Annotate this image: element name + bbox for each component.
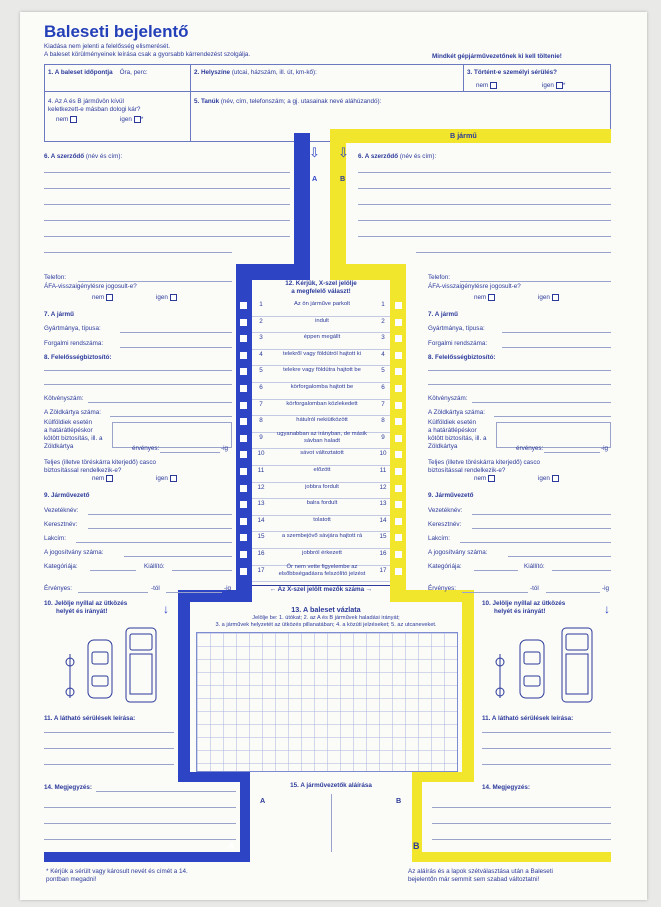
left-s11: 11. A látható sérülések leírása: (44, 715, 136, 722)
item-number-a: 7 (259, 400, 263, 408)
checkbox-b-1[interactable] (395, 302, 402, 309)
checkbox-b-14[interactable] (395, 518, 402, 525)
circumstance-item: sávot változtatott (300, 450, 344, 457)
item-number-a: 12 (257, 483, 265, 491)
item-number-a: 1 (259, 301, 263, 308)
right-afa-yes[interactable]: igen (538, 294, 559, 302)
left-ervenyes2: Érvényes: (44, 585, 72, 592)
left-lakcim: Lakcím: (44, 535, 67, 542)
item-number-a: 8 (259, 417, 263, 425)
item-number-a: 17 (257, 566, 265, 574)
right-afa-no[interactable]: nem (474, 294, 495, 302)
item-number-b: 6 (381, 384, 385, 391)
right-jogositvany: A jogosítvány száma: (428, 549, 488, 556)
both-drivers-note: Mindkét gépjárművezetőnek ki kell töltenie! (432, 53, 562, 60)
circumstance-item: előzött (313, 467, 331, 473)
circumstance-item: Az ön járműve parkolt (293, 301, 351, 307)
checkbox[interactable] (70, 116, 77, 123)
checkbox-b-10[interactable] (395, 451, 402, 458)
item-number-a: 3 (259, 334, 263, 342)
row-separator (252, 349, 390, 350)
checkbox-b-9[interactable] (395, 435, 402, 442)
right-afa: ÁFA-visszaigénylésre jogosult-e? (428, 283, 521, 290)
item-number-b: 3 (381, 334, 385, 342)
vehicle-diagram-a[interactable] (62, 626, 172, 708)
checkbox-a-14[interactable] (240, 518, 247, 525)
right-s7: 7. A jármű (428, 311, 458, 318)
circumstance-item: ugyanabban az irányban, de másik sávban haladt (277, 430, 367, 444)
checkbox-a-13[interactable] (240, 501, 247, 508)
item-number-a: 14 (257, 516, 265, 524)
right-footnote: Az aláírás és a lapok szétválasztása után a Baleseti bejelentőn már semmit sem szabad változtatni! (408, 868, 553, 883)
item-number-a: 10 (257, 450, 265, 458)
item-number-a: 13 (257, 500, 265, 508)
field-2[interactable]: 2. Helyszíne (utcai, házszám, ill. út, km-kő): (194, 69, 317, 76)
circumstance-item: indult (315, 317, 329, 324)
checkbox-b-13[interactable] (395, 501, 402, 508)
item-number-a: 4 (259, 350, 263, 358)
circumstance-item: Őr nem vette figyelembe az elsőbbségadásra felszólító jelzést (278, 563, 366, 577)
label-b-bottom: B (413, 841, 420, 851)
checkbox-a-11[interactable] (240, 468, 247, 475)
right-casco-yes[interactable]: igen (538, 475, 559, 483)
field-3: 3. Történt-e személyi sérülés? (467, 69, 557, 76)
row-separator (252, 548, 390, 549)
checkbox-b-11[interactable] (395, 468, 402, 475)
sketch-grid[interactable] (196, 632, 458, 772)
row-separator (252, 399, 390, 400)
item-number-b: 7 (381, 400, 385, 408)
row-separator (252, 531, 390, 532)
injury-yes[interactable]: igen * (542, 82, 566, 90)
checkbox-a-3[interactable] (240, 335, 247, 342)
right-kulfoldiek: Külföldiek esetén a határátlépéskor kötött biztosítás, ill. a Zöldkártya (428, 419, 487, 450)
damage-yes[interactable]: igen * (120, 116, 144, 124)
damage-no[interactable]: nem (56, 116, 77, 124)
checkbox-b-5[interactable] (395, 368, 402, 375)
right-kotveny: Kötvényszám: (428, 395, 468, 402)
circumstance-item: tolatott (313, 516, 331, 523)
left-kiallito: Kiállító: (144, 563, 165, 570)
item-number-b: 2 (381, 317, 385, 325)
row-separator (252, 581, 390, 582)
item-number-a: 6 (259, 384, 263, 391)
checkbox-b-15[interactable] (395, 534, 402, 541)
checkbox[interactable] (106, 475, 113, 482)
right-s11: 11. A látható sérülések leírása: (482, 715, 574, 722)
vehicle-diagram-b[interactable] (490, 626, 610, 708)
checkbox-b-3[interactable] (395, 335, 402, 342)
band-a-lower (178, 590, 190, 778)
item-number-a: 5 (259, 367, 263, 375)
circumstance-item: balra fordult (306, 500, 338, 507)
right-s6[interactable]: 6. A szerződő (név és cím): (358, 153, 437, 160)
checkbox[interactable] (552, 475, 559, 482)
row-separator (252, 515, 390, 516)
vehicle-b-header: B jármű (450, 131, 477, 140)
right-ervenyes2: Érvényes: (428, 585, 456, 592)
signature-a-label: A (260, 796, 266, 805)
checkbox-b-16[interactable] (395, 551, 402, 558)
right-forgalmi: Forgalmi rendszáma: (428, 340, 488, 347)
right-s10: 10. Jelölje nyíllal az ütközés helyét és irányát! (482, 600, 566, 615)
item-number-b: 5 (381, 367, 385, 375)
right-s8: 8. Felelősségbiztosító: (428, 354, 496, 361)
right-kiallito: Kiállító: (524, 563, 545, 570)
item-number-a: 11 (257, 467, 265, 474)
row-separator (252, 415, 390, 416)
item-number-b: 1 (381, 301, 385, 308)
checkbox-b-4[interactable] (395, 352, 402, 359)
item-number-a: 9 (259, 433, 263, 441)
left-vezeteknev: Vezetéknév: (44, 507, 79, 514)
left-s6[interactable]: 6. A szerződő (név és cím): (44, 153, 123, 160)
checkbox-a-7[interactable] (240, 402, 247, 409)
item-number-b: 11 (379, 467, 387, 474)
left-kategoriaja: Kategóriája: (44, 563, 78, 570)
left-afa-no[interactable]: nem (92, 294, 113, 302)
row-separator (252, 316, 390, 317)
item-number-b: 12 (379, 483, 387, 491)
checkbox[interactable] (170, 294, 177, 301)
right-vezeteknev: Vezetéknév: (428, 507, 463, 514)
row-separator (252, 465, 390, 466)
checkbox-b-7[interactable] (395, 402, 402, 409)
accident-report-form (20, 12, 647, 900)
left-s7: 7. A jármű (44, 311, 74, 318)
checkbox-a-10[interactable] (240, 451, 247, 458)
item-number-b: 13 (379, 500, 387, 508)
left-ig: -ig (221, 445, 228, 452)
left-gyartmanya: Gyártmánya, típusa: (44, 325, 101, 332)
left-afa-yes[interactable]: igen (156, 294, 177, 302)
row-separator (252, 332, 390, 333)
label-b: B (340, 174, 346, 183)
form-subtitle-2: A baleset körülményeinek leírása csak a gyorsabb kárrendezést szolgálja. (44, 51, 251, 58)
label-a: A (312, 174, 318, 183)
checkbox-a-8[interactable] (240, 418, 247, 425)
checkbox-a-5[interactable] (240, 368, 247, 375)
band-b-base (412, 852, 611, 862)
label-a-bottom: A (228, 841, 235, 851)
form-subtitle-1: Kiadása nem jelenti a felelősség elismerését. (44, 43, 171, 50)
signature-a-field[interactable] (256, 808, 326, 848)
circumstances-title: 12. Kérjük, X-szel jelölje a megfelelő választ! (285, 280, 357, 295)
band-b-middle (390, 264, 406, 600)
arrow-down-a-icon: ⇩ (309, 145, 320, 160)
checkbox[interactable] (170, 475, 177, 482)
item-number-a: 16 (257, 550, 265, 557)
left-afa: ÁFA-visszaigénylésre jogosult-e? (44, 283, 137, 290)
item-number-b: 8 (381, 417, 385, 425)
right-gyartmanya: Gyártmánya, típusa: (428, 325, 485, 332)
item-number-b: 9 (381, 433, 385, 441)
signature-b-field[interactable] (336, 808, 406, 848)
row-separator (252, 382, 390, 383)
sketch-title: 13. A baleset vázlata (291, 605, 361, 614)
field-4[interactable]: 4. Az A és B járművön kívül keletkezett-e másban dologi kár? (48, 98, 141, 113)
left-s14: 14. Megjegyzés: (44, 784, 92, 791)
circumstance-item: telekről vagy földútról hajtott ki (283, 350, 361, 357)
checkbox-b-6[interactable] (395, 385, 402, 392)
checkbox-a-1[interactable] (240, 302, 247, 309)
left-zoldkartya: A Zöldkártya száma: (44, 409, 102, 416)
checkbox-b-17[interactable] (395, 568, 402, 575)
right-s14: 14. Megjegyzés: (482, 784, 530, 791)
left-kulfoldiek: Külföldiek esetén a határátlépéskor kötött biztosítás, ill. a Zöldkártya (44, 419, 103, 450)
item-number-a: 15 (257, 533, 265, 541)
left-tol: -tól (151, 585, 160, 592)
circumstance-item: jobbról érkezett (302, 550, 342, 556)
checkbox-a-9[interactable] (240, 435, 247, 442)
item-number-b: 14 (379, 516, 387, 524)
row-separator (252, 482, 390, 483)
signature-b-label: B (396, 796, 402, 805)
right-ervenyes: érvényes: (516, 445, 544, 452)
sketch-legend: Jelölje be: 1. útókat; 2. az A és B járművek haladási irányát; 3. a járművek helyzetét az ütközés pillanatában; 4. a közúti jelzéseket; 5. az utcaneveket. (215, 615, 437, 628)
checkbox-a-2[interactable] (240, 319, 247, 326)
x-count-label: ← Az X-szel jelölt mezők száma → (269, 586, 373, 593)
checkbox[interactable] (134, 116, 141, 123)
left-jogositvany: A jogosítvány száma: (44, 549, 104, 556)
circumstance-item: hátulról nekiütközött (296, 417, 348, 424)
checkbox-a-15[interactable] (240, 534, 247, 541)
item-number-a: 2 (259, 317, 263, 325)
checkbox[interactable] (488, 475, 495, 482)
arrow-down-icon: ↓ (604, 602, 610, 616)
checkbox-a-4[interactable] (240, 352, 247, 359)
item-number-b: 10 (379, 450, 387, 458)
row-separator (252, 448, 390, 449)
item-number-b: 17 (379, 566, 387, 574)
item-number-b: 4 (381, 350, 385, 358)
row-separator (252, 365, 390, 366)
right-ig: -ig (601, 445, 608, 452)
left-keresztnev: Keresztnév: (44, 521, 78, 528)
checkbox-a-12[interactable] (240, 485, 247, 492)
circumstance-item: körforgalomban közlekedett (286, 400, 358, 407)
arrow-down-b-icon: ⇩ (338, 145, 349, 160)
left-telefon: Telefon: (44, 274, 67, 281)
circumstance-item: telekre vagy földútra hajtott be (283, 367, 361, 374)
right-casco-no[interactable]: nem (474, 475, 495, 483)
field-5[interactable]: 5. Tanúk (név, cím, telefonszám; a gj. utasainak nevé aláhúzandó): (194, 98, 382, 105)
checkbox-a-17[interactable] (240, 568, 247, 575)
circumstance-item: a szembejövő sávjára hajtott rá (281, 533, 363, 540)
checkbox-a-6[interactable] (240, 385, 247, 392)
checkbox[interactable] (552, 294, 559, 301)
checkbox[interactable] (488, 294, 495, 301)
band-a-base (44, 852, 250, 862)
item-number-b: 16 (379, 550, 387, 557)
right-teljes: Teljes (illetve töréskárra kiterjedő) casco biztosítással rendelkezik-e? (428, 459, 540, 474)
checkbox[interactable] (490, 82, 497, 89)
circumstance-item: körforgalomba hajtott be (290, 384, 354, 390)
band-a-top (294, 133, 310, 275)
left-kotveny: Kötvényszám: (44, 395, 84, 402)
row-separator (252, 498, 390, 499)
item-number-b: 15 (379, 533, 387, 541)
checkbox-a-16[interactable] (240, 551, 247, 558)
right-lakcim: Lakcím: (428, 535, 451, 542)
field-1[interactable]: 1. A baleset időpontja Óra, perc: (48, 69, 148, 76)
band-b-lower (462, 590, 474, 778)
left-casco-yes[interactable]: igen (156, 475, 177, 483)
checkbox-b-2[interactable] (395, 319, 402, 326)
left-teljes: Teljes (illetve töréskárra kiterjedő) casco biztosítással rendelkezik-e? (44, 459, 156, 474)
band-a-bottom (240, 772, 250, 862)
left-s10: 10. Jelölje nyíllal az ütközés helyét és irányát! (44, 600, 128, 615)
left-ervenyes: érvényes: (132, 445, 160, 452)
checkbox[interactable] (556, 82, 563, 89)
left-s8: 8. Felelősségbiztosító: (44, 354, 112, 361)
arrow-down-icon: ↓ (163, 602, 169, 616)
right-telefon: Telefon: (428, 274, 451, 281)
right-tol: -tól (530, 585, 539, 592)
left-footnote: * Kérjük a sérült vagy károsult nevét és címét a 14. pontban megadni! (46, 868, 188, 883)
band-a-middle (236, 264, 252, 600)
left-ig2: -ig (224, 585, 231, 592)
left-s9: 9. Járművezető (44, 492, 90, 499)
injury-no[interactable]: nem (476, 82, 497, 90)
circumstance-item: jobbra fordult (305, 483, 339, 490)
checkbox-b-8[interactable] (395, 418, 402, 425)
signature-title: 15. A járművezetők aláírása (290, 782, 372, 789)
left-casco-no[interactable]: nem (92, 475, 113, 483)
right-keresztnev: Keresztnév: (428, 521, 462, 528)
checkbox-b-12[interactable] (395, 485, 402, 492)
checkbox[interactable] (106, 294, 113, 301)
left-forgalmi: Forgalmi rendszáma: (44, 340, 104, 347)
right-s9: 9. Járművezető (428, 492, 474, 499)
right-zoldkartya: A Zöldkártya száma: (428, 409, 486, 416)
form-title: Baleseti bejelentő (44, 22, 189, 41)
right-kategoriaja: Kategóriája: (428, 563, 462, 570)
circumstance-item: éppen megállt (303, 334, 341, 341)
right-ig2: -ig (602, 585, 609, 592)
